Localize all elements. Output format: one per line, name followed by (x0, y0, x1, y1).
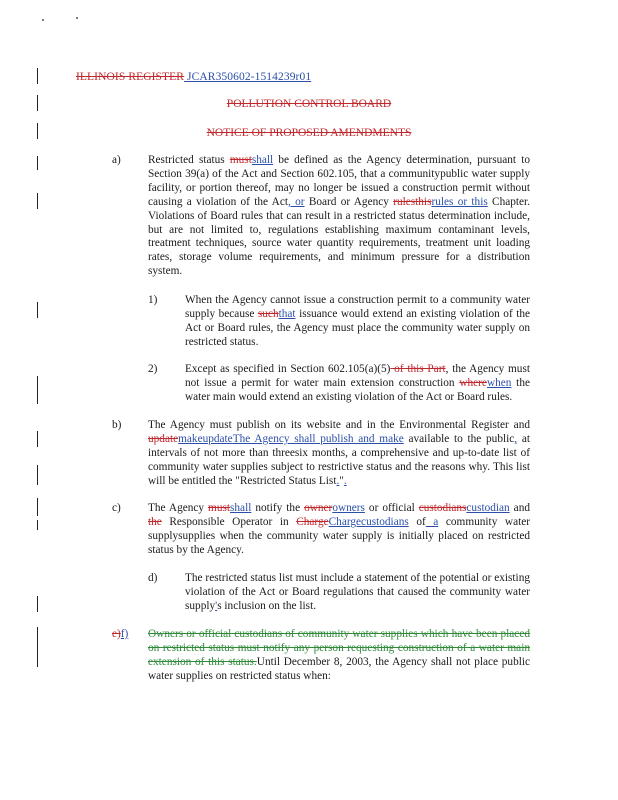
section-c-label: c) (112, 502, 121, 514)
section-d-text (185, 572, 530, 614)
text: Responsible Operator in (161, 515, 297, 528)
inserted-text: owners (332, 502, 365, 514)
inserted-label: f) (120, 628, 129, 640)
register-inserted: JCAR350602-1514239r01 (184, 71, 312, 83)
section-b-text (148, 419, 530, 489)
text: available to the public (403, 432, 515, 445)
deleted-text: of this Part (390, 363, 446, 375)
section-c-text (148, 502, 530, 558)
inserted-text: , (514, 432, 518, 445)
text: The Agency (148, 502, 209, 514)
register-header (76, 71, 311, 83)
text: issuance would extend an existing violation of the Act or Board rules, the Agency must place the community water supply on restricted status. (185, 307, 531, 348)
change-bar (37, 520, 38, 530)
inserted-text: when (486, 376, 512, 389)
text: of (408, 515, 426, 528)
text: s inclusion on the list. (217, 599, 317, 612)
inserted-text: rules or this (431, 195, 488, 208)
section-e-text (148, 628, 530, 684)
inserted-text: custodian (466, 502, 510, 514)
text: Chapter. Violations of Board rules that can result in a restricted status determination include, but are not limited to, regulations establishing maximum contaminant levels, treatment techniques, source water quantity requirements, treatment unit loading rates, storage volume requirements, and minimum pressure for a distribution system. (148, 195, 530, 278)
deleted-text: where (459, 376, 487, 389)
section-a2-text (185, 363, 530, 405)
text: Restricted status (148, 154, 230, 166)
text: When the Agency cannot issue a construction permit to a community water supply because (185, 294, 530, 320)
text: Until December 8, 2003, the Agency shall not place public water supplies on restricted status when: (148, 655, 531, 682)
change-bar (37, 627, 38, 667)
deleted-text: must (208, 502, 231, 514)
change-bar (37, 596, 38, 612)
section-e-label (112, 628, 128, 640)
deleted-text: Charge (296, 515, 329, 528)
section-a1-text (185, 294, 530, 350)
change-bar (37, 156, 38, 170)
text: be defined as the Agency determination, pursuant to Section 39(a) of the Act and Section 602.105, that a communitypublic water supply facility, or portion thereof, may no longer be issued a construction permit without causing a violation of the Act (148, 154, 530, 208)
section-a2-label: 2) (148, 363, 158, 375)
deleted-text: owner (304, 502, 333, 514)
section-a-text (148, 154, 530, 279)
change-bar (37, 465, 38, 485)
text: notify the (251, 502, 305, 514)
text: , the Agency must not issue a permit for water main extension construction (185, 363, 530, 389)
section-a1-label: 1) (148, 294, 158, 306)
section-a-label: a) (112, 154, 121, 166)
deleted-text: custodians (418, 502, 467, 514)
deleted-text: must (229, 154, 252, 166)
change-bar (37, 68, 38, 84)
inserted-text: . (343, 474, 347, 487)
deleted-text: Owners or official custodians of community water supplies which have been placed on restricted status must notify any person requesting construction of a water main extension of this status. (148, 628, 530, 668)
change-bar (37, 376, 38, 404)
inserted-text: shall (251, 154, 274, 166)
deleted-text: rulesthis (393, 195, 432, 208)
inserted-text: ' (215, 599, 218, 612)
notice-title: NOTICE OF PROPOSED AMENDMENTS (206, 127, 412, 139)
change-bar (37, 498, 38, 516)
text: " (339, 474, 344, 487)
inserted-text: The Agency shall publish and make (232, 432, 404, 445)
inserted-text: that (278, 307, 296, 320)
change-bar (37, 193, 38, 209)
text: or official (364, 502, 419, 514)
text: The Agency must publish on its website and in the Environmental Register and (148, 419, 530, 431)
text: and (509, 502, 530, 514)
deleted-text: the (148, 515, 162, 528)
register-deleted: ILLINOIS REGISTER (76, 71, 185, 83)
section-b-label: b) (112, 419, 122, 431)
text: Except as specified in Section 602.105(a)(5) (185, 363, 391, 375)
text: The restricted status list must include a statement of the potential or existing violation of the Act or Board regulations that caused the community water supply (185, 572, 530, 612)
change-bar (37, 302, 38, 318)
inserted-text: makeupdate (178, 432, 233, 445)
text: at intervals of not more than threesix months, a comprehensive and up-to-date list of community water supplies subject to restrictive status and the reasons why. This list will be entitled the "Restricted Status List (148, 432, 530, 487)
inserted-text: , or (288, 195, 305, 208)
text: community water supplysupplies when the community water supply is initially placed on restricted status by the Agency. (148, 515, 530, 556)
board-title: POLLUTION CONTROL BOARD (226, 98, 392, 110)
change-bar (37, 431, 38, 447)
deleted-text: such (257, 307, 279, 320)
deleted-label: e) (112, 628, 121, 640)
inserted-text: shall (230, 502, 252, 514)
text: the water main would extend an existing violation of the Act or Board rules. (185, 376, 530, 403)
inserted-text: Chargecustodians (328, 515, 409, 528)
section-d-label: d) (148, 572, 158, 584)
deleted-text: update (148, 432, 179, 445)
inserted-text: a (425, 515, 439, 528)
inserted-text: . (336, 474, 340, 487)
text: Board or Agency (304, 195, 394, 208)
